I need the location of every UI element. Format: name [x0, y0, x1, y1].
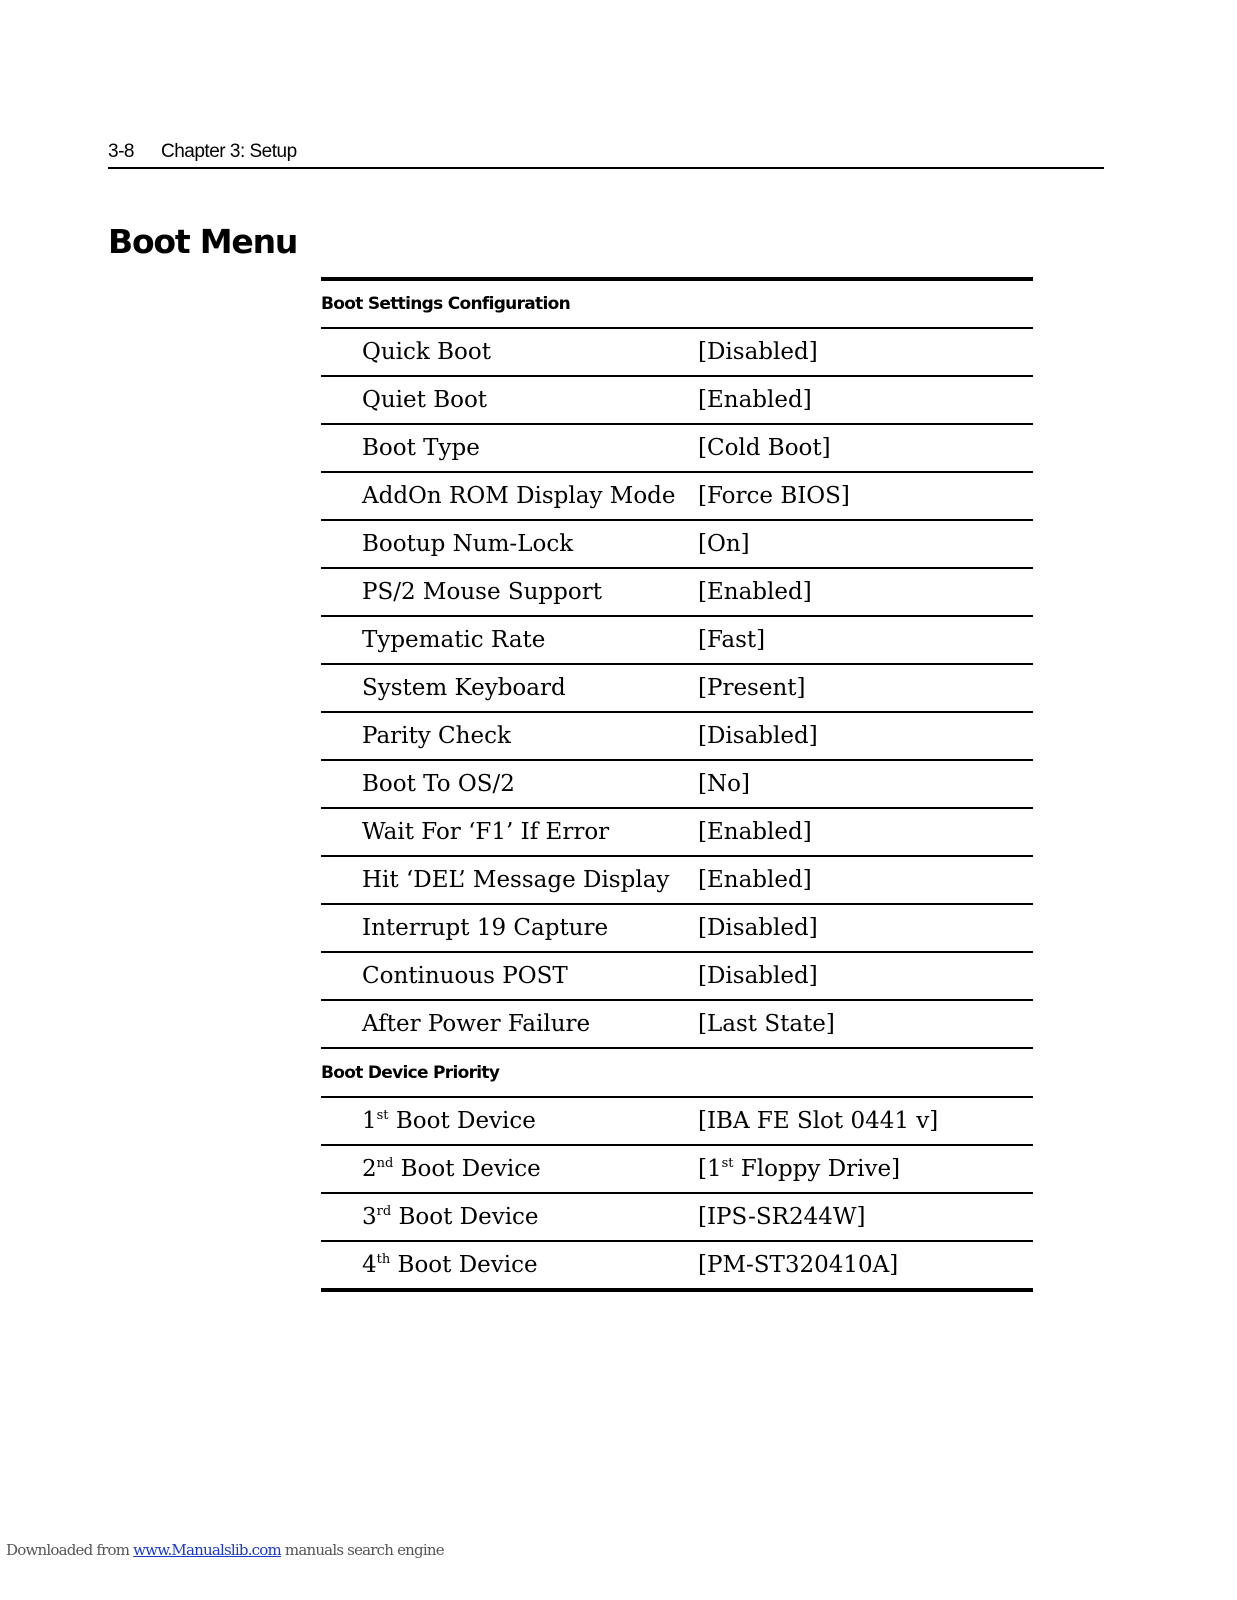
setting-value[interactable]: [Disabled]	[698, 963, 818, 989]
value-prefix: [1	[698, 1156, 722, 1182]
setting-row-boot-to-os2[interactable]	[321, 761, 1033, 809]
label-text: Boot Device	[388, 1108, 536, 1134]
download-footer	[6, 1541, 444, 1559]
setting-label: Bootup Num-Lock	[362, 531, 574, 557]
setting-row-interrupt-19-capture[interactable]	[321, 905, 1033, 953]
setting-label: PS/2 Mouse Support	[362, 579, 602, 605]
setting-value[interactable]: [Present]	[698, 675, 806, 701]
ordinal-number: 2	[362, 1156, 377, 1182]
setting-value[interactable]: [Last State]	[698, 1011, 835, 1037]
section-title: Boot Menu	[108, 222, 298, 261]
value-ordinal-suffix: st	[721, 1156, 734, 1171]
boot-settings-table	[321, 277, 1033, 1292]
group-header-boot-device-priority: Boot Device Priority	[321, 1049, 1033, 1098]
setting-value[interactable]: [PM-ST320410A]	[698, 1252, 899, 1278]
setting-value[interactable]: [Enabled]	[698, 819, 812, 845]
setting-value[interactable]	[698, 1156, 900, 1182]
page-header	[108, 141, 1104, 169]
setting-label: Hit ‘DEL’ Message Display	[362, 867, 670, 893]
setting-row-continuous-post[interactable]	[321, 953, 1033, 1001]
setting-label: System Keyboard	[362, 675, 566, 701]
setting-row-wait-for-f1[interactable]	[321, 809, 1033, 857]
setting-row-typematic-rate[interactable]	[321, 617, 1033, 665]
setting-row-after-power-failure[interactable]	[321, 1001, 1033, 1049]
ordinal-number: 4	[362, 1252, 377, 1278]
setting-label: Continuous POST	[362, 963, 568, 989]
setting-label	[321, 1108, 698, 1134]
setting-row-quiet-boot[interactable]	[321, 377, 1033, 425]
setting-value[interactable]: [Fast]	[698, 627, 766, 653]
setting-value[interactable]: [Disabled]	[698, 915, 818, 941]
label-text: Boot Device	[390, 1252, 538, 1278]
setting-value[interactable]: [On]	[698, 531, 750, 557]
setting-label	[321, 1204, 698, 1230]
setting-value[interactable]: [Enabled]	[698, 867, 812, 893]
label-text: Boot Device	[393, 1156, 541, 1182]
setting-value[interactable]: [Disabled]	[698, 339, 818, 365]
ordinal-number: 1	[362, 1108, 377, 1134]
setting-row-3rd-boot-device[interactable]	[321, 1194, 1033, 1242]
manualslib-link[interactable]: www.Manualslib.com	[133, 1541, 281, 1559]
setting-row-quick-boot[interactable]	[321, 329, 1033, 377]
setting-value[interactable]: [IPS-SR244W]	[698, 1204, 866, 1230]
ordinal-suffix: st	[376, 1108, 389, 1123]
setting-label: Boot To OS/2	[362, 771, 515, 797]
setting-row-bootup-num-lock[interactable]	[321, 521, 1033, 569]
setting-value[interactable]: [No]	[698, 771, 750, 797]
footer-prefix: Downloaded from	[6, 1541, 134, 1559]
setting-value[interactable]: [Force BIOS]	[698, 483, 850, 509]
setting-row-system-keyboard[interactable]	[321, 665, 1033, 713]
chapter-title: Chapter 3: Setup	[161, 141, 297, 162]
footer-suffix: manuals search engine	[280, 1541, 444, 1559]
setting-label: Interrupt 19 Capture	[362, 915, 609, 941]
label-text: Boot Device	[391, 1204, 539, 1230]
setting-value[interactable]: [IBA FE Slot 0441 v]	[698, 1108, 939, 1134]
ordinal-suffix: nd	[376, 1156, 394, 1171]
setting-label	[321, 1252, 698, 1278]
setting-label	[321, 1156, 698, 1182]
setting-label: Quick Boot	[362, 339, 491, 365]
setting-row-parity-check[interactable]	[321, 713, 1033, 761]
setting-label: Boot Type	[362, 435, 480, 461]
setting-row-addon-rom-display-mode[interactable]	[321, 473, 1033, 521]
ordinal-suffix: th	[376, 1252, 391, 1267]
setting-label: AddOn ROM Display Mode	[362, 483, 676, 509]
value-text: Floppy Drive]	[733, 1156, 901, 1182]
setting-row-2nd-boot-device[interactable]	[321, 1146, 1033, 1194]
setting-value[interactable]: [Cold Boot]	[698, 435, 831, 461]
setting-label: After Power Failure	[362, 1011, 591, 1037]
setting-label: Wait For ‘F1’ If Error	[362, 819, 610, 845]
group-header-boot-settings: Boot Settings Configuration	[321, 281, 1033, 329]
setting-label: Typematic Rate	[362, 627, 546, 653]
setting-row-hit-del-message[interactable]	[321, 857, 1033, 905]
ordinal-number: 3	[362, 1204, 377, 1230]
setting-row-ps2-mouse-support[interactable]	[321, 569, 1033, 617]
setting-label: Quiet Boot	[362, 387, 488, 413]
setting-row-boot-type[interactable]	[321, 425, 1033, 473]
ordinal-suffix: rd	[376, 1204, 392, 1219]
setting-value[interactable]: [Enabled]	[698, 579, 812, 605]
setting-row-4th-boot-device[interactable]	[321, 1242, 1033, 1288]
setting-value[interactable]: [Disabled]	[698, 723, 818, 749]
setting-row-1st-boot-device[interactable]	[321, 1098, 1033, 1146]
setting-label: Parity Check	[362, 723, 511, 749]
page-number: 3-8	[108, 141, 134, 162]
setting-value[interactable]: [Enabled]	[698, 387, 812, 413]
